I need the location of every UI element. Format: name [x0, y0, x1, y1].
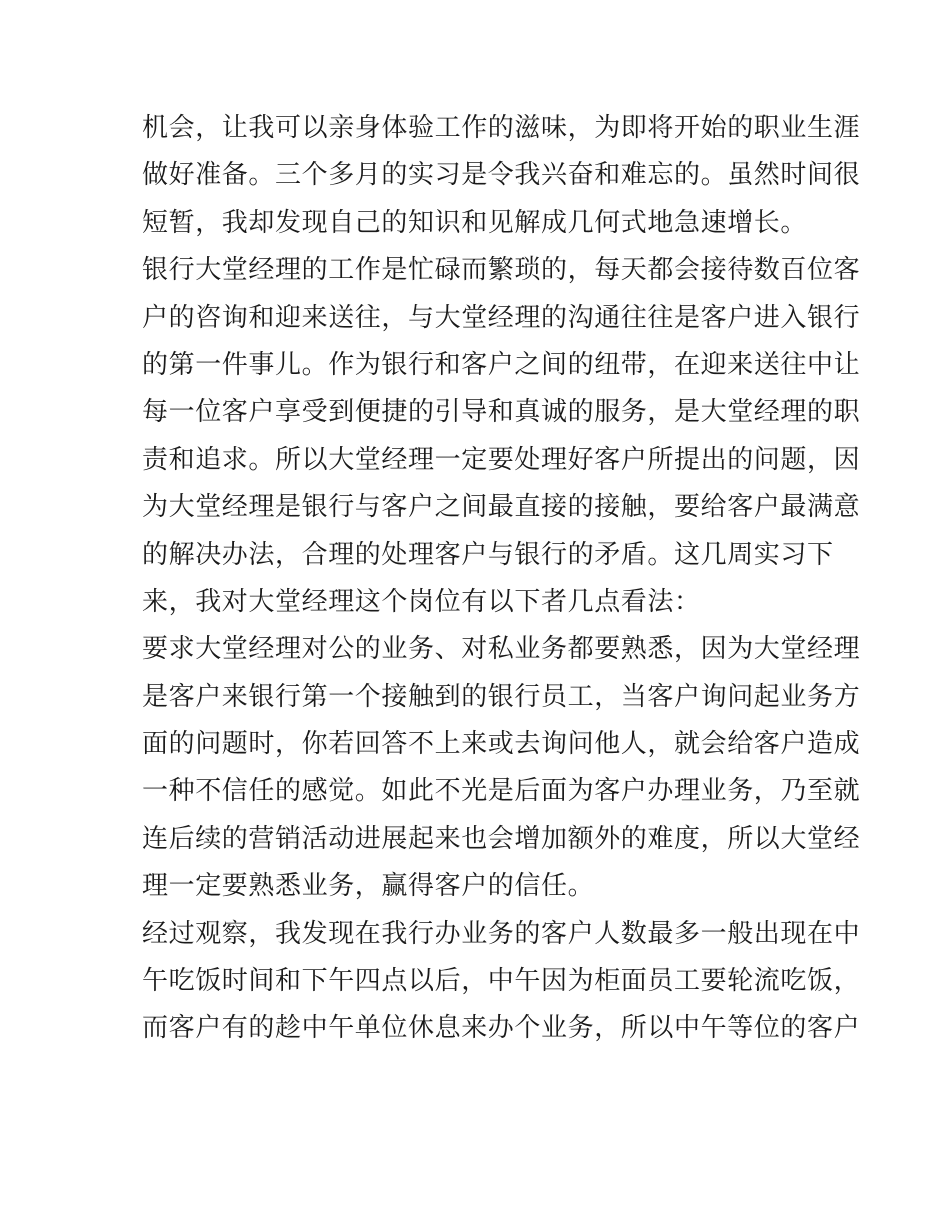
text-line: 面的问题时，你若回答不上来或去询问他人，就会给客户造成: [142, 729, 861, 760]
text-line: 连后续的营销活动进展起来也会增加额外的难度，所以大堂经: [142, 823, 861, 854]
text-line: 理一定要熟悉业务，赢得客户的信任。: [142, 871, 595, 902]
text-line: 为大堂经理是银行与客户之间最直接的接触，要给客户最满意: [142, 492, 861, 523]
text-line: 短暂，我却发现自己的知识和见解成几何式地急速增长。: [142, 207, 808, 238]
text-line: 每一位客户享受到便捷的引导和真诚的服务，是大堂经理的职: [142, 397, 861, 428]
text-line: 要求大堂经理对公的业务、对私业务都要熟悉，因为大堂经理: [142, 634, 861, 665]
text-line: 做好准备。三个多月的实习是令我兴奋和难忘的。虽然时间很: [142, 160, 861, 191]
text-line: 银行大堂经理的工作是忙碌而繁琐的，每天都会接待数百位客: [142, 255, 861, 286]
text-line: 一种不信任的感觉。如此不光是后面为客户办理业务，乃至就: [142, 776, 861, 807]
document-body: [142, 105, 861, 1053]
text-line: 责和追求。所以大堂经理一定要处理好客户所提出的问题，因: [142, 444, 861, 475]
text-line: 午吃饭时间和下午四点以后，中午因为柜面员工要轮流吃饭，: [142, 966, 861, 997]
text-line: 机会，让我可以亲身体验工作的滋味，为即将开始的职业生涯: [142, 113, 861, 143]
text-line: 的解决办法，合理的处理客户与银行的矛盾。这几周实习下: [142, 539, 834, 570]
text-line: 户的咨询和迎来送往，与大堂经理的沟通往往是客户进入银行: [142, 302, 861, 333]
text-line: 来，我对大堂经理这个岗位有以下者几点看法：: [142, 586, 701, 617]
text-line: 的第一件事儿。作为银行和客户之间的纽带，在迎来送往中让: [142, 349, 861, 380]
text-line: 而客户有的趁中午单位休息来办个业务，所以中午等位的客户: [142, 1013, 861, 1044]
text-line: 经过观察，我发现在我行办业务的客户人数最多一般出现在中: [142, 918, 861, 949]
text-line: 是客户来银行第一个接触到的银行员工，当客户询问起业务方: [142, 681, 861, 712]
